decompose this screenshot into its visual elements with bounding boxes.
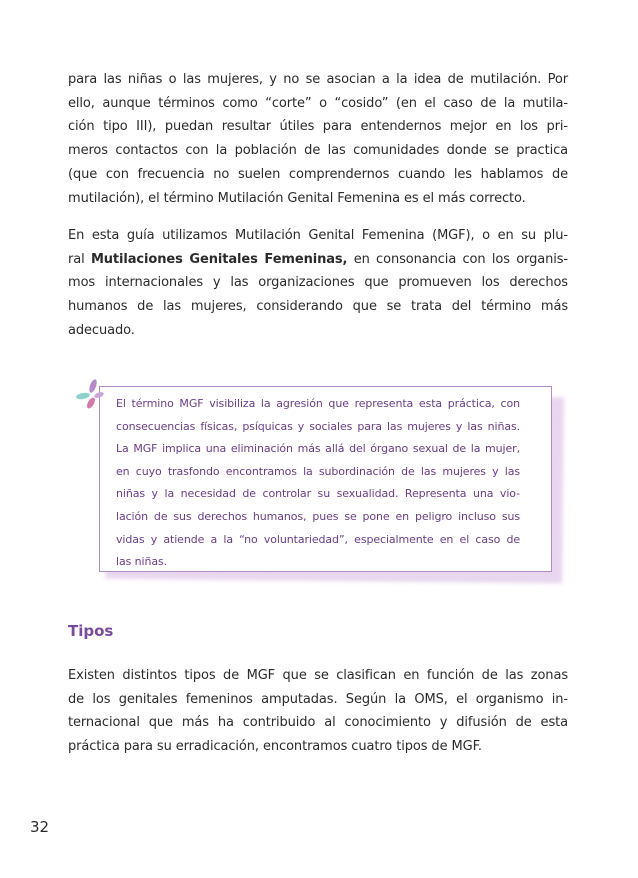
note-line: niñas y la necesidad de controlar su sexualidad. Representa una vio- bbox=[116, 487, 520, 501]
text-line: (que con frecuencia no suelen comprendernos cuando les hablamos de bbox=[68, 166, 568, 182]
note-line: La MGF implica una eliminación más allá del órgano sexual de la mujer, bbox=[116, 442, 520, 456]
paragraph-types bbox=[68, 664, 568, 759]
text-line: ción tipo III), puedan resultar útiles para entendernos mejor en los pri- bbox=[68, 119, 568, 135]
text-line: mutilación), el término Mutilación Genital Femenina es el más correcto. bbox=[68, 190, 526, 206]
text-line: para las niñas o las mujeres, y no se asocian a la idea de mutilación. Por bbox=[68, 72, 568, 87]
note-line: consecuencias físicas, psíquicas y sociales para las mujeres y las niñas. bbox=[116, 419, 520, 433]
text-line: ello, aunque términos como “corte” o “cosido” (en el caso de la mutila- bbox=[68, 95, 568, 111]
flower-icon bbox=[76, 376, 106, 412]
note-line: las niñas. bbox=[116, 555, 167, 569]
text-line: ternacional que más ha contribuido al conocimiento y difusión de esta bbox=[68, 715, 568, 731]
text-line: adecuado. bbox=[68, 322, 135, 338]
section-heading: Tipos bbox=[68, 622, 114, 640]
note-line: lación de sus derechos humanos, pues se pone en peligro incluso sus bbox=[116, 509, 520, 523]
page-number: 32 bbox=[30, 818, 50, 836]
text-line: humanos de las mujeres, considerando que se trata del término más bbox=[68, 299, 568, 315]
text-line: meros contactos con la población de las comunidades donde se practica bbox=[68, 143, 568, 159]
text-line: de los genitales femeninos amputadas. Según la OMS, el organismo in- bbox=[68, 691, 568, 707]
text-line: Existen distintos tipos de MGF que se clasifican en función de las zonas bbox=[68, 668, 568, 683]
note-line: en cuyo trasfondo encontramos la subordinación de las mujeres y las bbox=[116, 464, 520, 478]
paragraph-guide-usage bbox=[68, 224, 568, 343]
paragraph-mutilation-terms bbox=[68, 68, 568, 210]
text-fragment: ral bbox=[68, 251, 91, 267]
text-fragment: en consonancia con los organis- bbox=[347, 251, 569, 267]
text-line: práctica para su erradicación, encontramos cuatro tipos de MGF. bbox=[68, 739, 482, 755]
note-line: El término MGF visibiliza la agresión que representa esta práctica, con bbox=[116, 397, 520, 410]
note-line: vidas y atiende a la “no voluntariedad”, especialmente en el caso de bbox=[116, 532, 520, 546]
text-line: En esta guía utilizamos Mutilación Genital Femenina (MGF), o en su plu- bbox=[68, 228, 568, 243]
text-line: mos internacionales y las organizaciones que promueven los derechos bbox=[68, 275, 568, 291]
bold-term: Mutilaciones Genitales Femeninas, bbox=[90, 251, 348, 267]
text-line bbox=[68, 248, 568, 272]
note-text bbox=[116, 393, 520, 574]
